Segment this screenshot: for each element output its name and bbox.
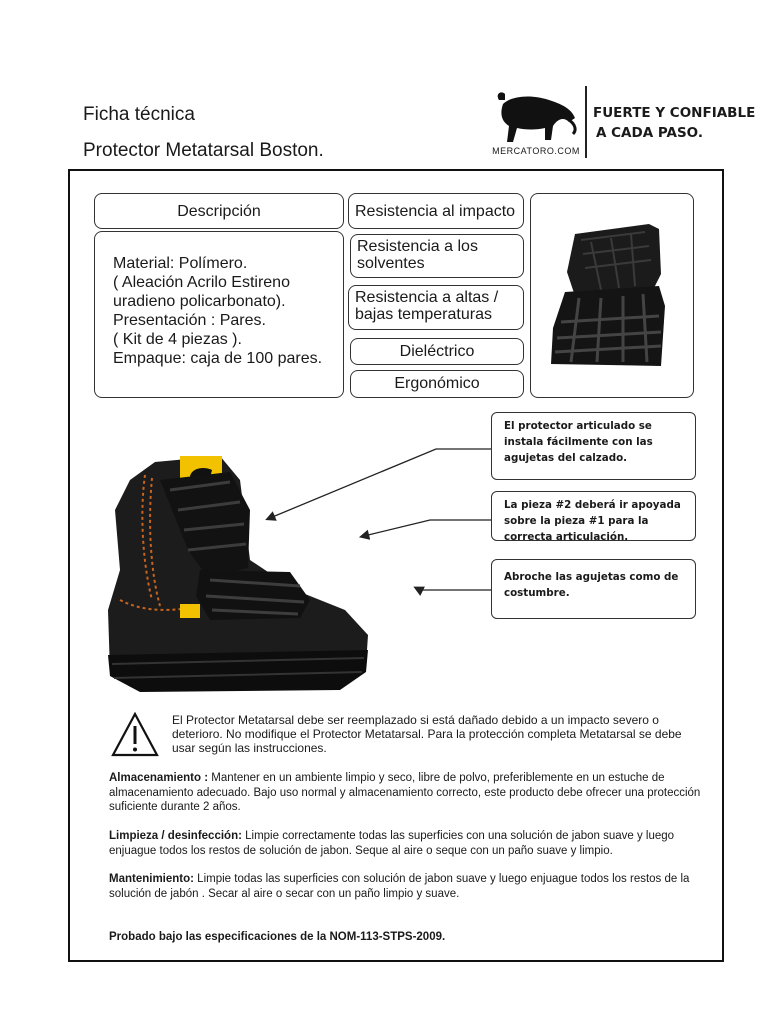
- warning-triangle-icon: [111, 712, 159, 758]
- feature-label: Resistencia a los: [357, 238, 478, 255]
- feature-ergonomic: Ergonómico: [350, 370, 524, 398]
- logo-divider: [585, 86, 587, 158]
- cleaning-text: Limpie correctamente todas las superficies con una solución de jabon suave y luego enjuague todos los restos de solución de jabon. Seque al aire o seque con un paño suave y limpio.: [109, 830, 675, 857]
- protector-image-box: [530, 193, 694, 398]
- callout-piece-support: La pieza #2 deberá ir apoyada sobre la pieza #1 para la correcta articulación.: [491, 491, 696, 541]
- description-line: Presentación : Pares.: [113, 312, 266, 329]
- storage-text: Mantener en un ambiente limpio y seco, libre de polvo, preferiblemente en un estuche de almacenamiento adecuado. Bajo uso normal y almacenamiento correcto, este producto debe ofrecer una protección suficiente durante 2 años.: [109, 772, 701, 813]
- cleaning-paragraph: [109, 829, 709, 858]
- logo-text: MERCATORO.COM: [492, 146, 580, 156]
- slogan: [593, 103, 755, 143]
- certification-note: Probado bajo las especificaciones de la NOM-113-STPS-2009.: [109, 931, 446, 943]
- feature-label: solventes: [357, 255, 425, 272]
- maintenance-text: Limpie todas las superficies con solución de jabon suave y luego enjuague todos los restos de la solución de jabón . Secar al aire o secar con un paño limpio y suave.: [109, 873, 690, 900]
- feature-label: bajas temperaturas: [355, 306, 492, 323]
- description-heading: Descripción: [94, 193, 344, 229]
- description-line: uradieno policarbonato).: [113, 293, 286, 310]
- product-subtitle: Protector Metatarsal Boston.: [83, 140, 324, 161]
- feature-label: Resistencia a altas /: [355, 289, 499, 306]
- slogan-line-2: A CADA PASO.: [596, 125, 703, 141]
- description-body: [94, 231, 344, 398]
- description-line: Material: Polímero.: [113, 255, 248, 272]
- feature-dielectric: Dieléctrico: [350, 338, 524, 365]
- feature-temperature: [348, 285, 524, 330]
- metatarsal-protector-image: [531, 194, 695, 399]
- cleaning-label: Limpieza / desinfección:: [109, 830, 242, 842]
- slogan-line-1: FUERTE Y CONFIABLE: [593, 105, 756, 121]
- feature-impact: [348, 193, 524, 229]
- storage-label: Almacenamiento :: [109, 772, 209, 784]
- maintenance-label: Mantenimiento:: [109, 873, 194, 885]
- feature-label: Resistencia al impacto: [355, 203, 516, 220]
- description-line: ( Kit de 4 piezas ).: [113, 331, 242, 348]
- description-line: ( Aleación Acrilo Estireno: [113, 274, 290, 291]
- description-line: Empaque: caja de 100 pares.: [113, 350, 323, 367]
- page-title: Ficha técnica: [83, 104, 195, 125]
- callout-laces: Abroche las agujetas como de costumbre.: [491, 559, 696, 619]
- arrow-icon: [260, 440, 500, 610]
- storage-paragraph: [109, 771, 709, 815]
- callout-installation: El protector articulado se instala fácilmente con las agujetas del calzado.: [491, 412, 696, 480]
- feature-solvents: [350, 234, 524, 278]
- maintenance-paragraph: [109, 872, 709, 901]
- warning-text: El Protector Metatarsal debe ser reemplazado si está dañado debido a un impacto severo o deterioro. No modifique el Protector Metatarsal. Para la protección completa Metatarsal se debe usar según las instrucciones.: [172, 713, 682, 755]
